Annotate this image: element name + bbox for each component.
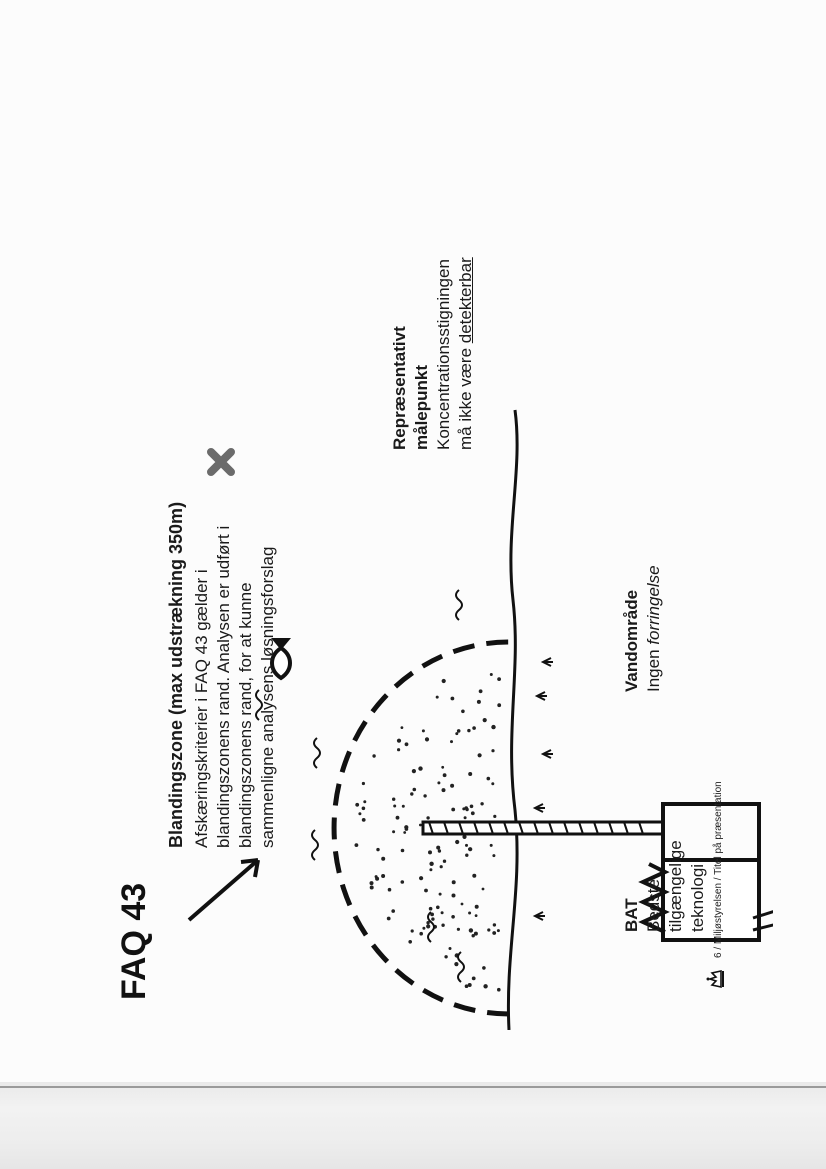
mixing-zone-dot — [403, 831, 406, 834]
mixing-zone-dot — [370, 886, 374, 890]
mixing-zone-dot — [436, 696, 439, 699]
mixing-zone-dot — [436, 906, 440, 910]
water-body-text-italic: forringelse — [644, 565, 663, 645]
mixing-zone-dot — [436, 846, 440, 850]
mixing-zone-dot — [363, 800, 366, 803]
mixing-zone-dot — [493, 923, 496, 926]
mixing-zone-dot — [452, 894, 456, 898]
mixing-zone-dot — [490, 844, 493, 847]
mixing-zone-dot — [419, 932, 423, 936]
mixing-zone-dot — [452, 880, 456, 884]
mixing-zone-dot — [482, 888, 485, 891]
mixing-zone-dot — [471, 811, 475, 815]
mixing-zone-dot — [413, 788, 417, 792]
mixing-zone-dot — [468, 848, 471, 851]
mixing-zone-dot — [412, 769, 416, 773]
mixing-zone-dot — [428, 850, 432, 854]
mixing-zone-dot — [465, 854, 468, 857]
mixing-zone-dot — [372, 754, 375, 757]
bat-text-line-2: tilgængelige — [666, 840, 685, 932]
mixing-zone-dot — [402, 805, 405, 808]
mixing-zone-text-line-3: blandingszonens rand, for at kunne — [236, 582, 255, 848]
mixing-zone-dot — [437, 781, 440, 784]
mixing-zone-dot — [355, 803, 359, 807]
mixing-zone-text-line-4: sammenligne analysens løsningsforslag — [258, 546, 277, 848]
mixing-zone-dot — [441, 766, 444, 769]
mixing-zone-dot — [392, 830, 395, 833]
mixing-zone-dot — [387, 917, 391, 921]
mixing-zone-dot — [497, 677, 501, 681]
mixing-zone-dot — [464, 816, 467, 819]
mixing-zone-dot — [491, 782, 494, 785]
land-grass-tufts — [535, 658, 553, 920]
mixing-zone-dot — [396, 816, 400, 820]
mixing-zone-dot — [401, 880, 405, 884]
mixing-zone-dot — [487, 777, 491, 781]
mixing-zone-dot — [419, 876, 423, 880]
mixing-zone-dot — [362, 818, 366, 822]
mixing-zone-dot — [370, 881, 374, 885]
measuring-point-text-2 — [455, 257, 477, 450]
mixing-zone-dot — [472, 977, 476, 981]
mixing-zone-dot — [405, 742, 409, 746]
mixing-zone-dot — [362, 782, 365, 785]
mixing-zone-dot — [497, 703, 501, 707]
slide-title: FAQ 43 — [115, 882, 153, 1000]
mixing-zone-dot — [429, 862, 433, 866]
mixing-zone-dot — [491, 749, 494, 752]
scan-artifact-line — [0, 1086, 826, 1088]
mixing-zone-dot — [492, 931, 496, 935]
mixing-zone-dot — [381, 857, 385, 861]
mixing-zone-dot — [375, 877, 379, 881]
mixing-zone-dot — [410, 792, 413, 795]
mixing-zone-dot — [419, 824, 422, 827]
crown-logo-icon — [705, 968, 727, 990]
mixing-zone-dot — [464, 806, 468, 810]
mixing-zone-dot — [442, 788, 446, 792]
mixing-zone-dot — [492, 854, 495, 857]
mixing-zone-dot — [405, 827, 409, 831]
mixing-zone-dot — [443, 773, 447, 777]
mixing-zone-dot — [455, 840, 459, 844]
mixing-zone-dot — [487, 928, 490, 931]
mixing-zone-dot — [461, 903, 464, 906]
mixing-zone-dot — [457, 928, 460, 931]
water-body-heading: Vandområde — [622, 589, 641, 692]
mixing-zone-dot — [468, 983, 472, 987]
mixing-zone-dot — [401, 849, 405, 853]
mixing-zone-dot — [423, 794, 426, 797]
mixing-zone-dot — [490, 673, 493, 676]
mixing-zone-dot — [468, 912, 471, 915]
mixing-zone-dot — [497, 929, 500, 932]
shoreline — [508, 410, 517, 1030]
mixing-zone-dot — [444, 955, 447, 958]
mixing-zone-dot — [429, 907, 433, 911]
mixing-zone-dot — [440, 865, 443, 868]
mixing-zone-dot — [392, 798, 395, 801]
mixing-zone-dot — [475, 914, 478, 917]
measuring-point-text-1: Koncentrationsstigningen — [434, 259, 453, 450]
mixing-zone-dot — [478, 753, 482, 757]
mixing-zone-dot — [355, 843, 359, 847]
mixing-zone-dot — [431, 917, 434, 920]
mixing-zone-dot — [442, 679, 446, 683]
mixing-zone-dot — [457, 729, 461, 733]
mixing-zone-dot — [477, 700, 481, 704]
mixing-zone-dot — [454, 962, 458, 966]
mixing-zone-dot — [497, 988, 501, 992]
mixing-zone-dot — [470, 805, 474, 809]
mixing-zone-dot — [450, 740, 453, 743]
measuring-point-text-2-plain: må ikke være — [456, 343, 475, 450]
mixing-zone-dot — [480, 802, 483, 805]
mixing-zone-dot — [362, 807, 366, 811]
mixing-zone-dot — [397, 748, 400, 751]
mixing-zone-dot — [491, 725, 495, 729]
mixing-zone-dot — [483, 984, 487, 988]
arrow-to-mixing-zone — [189, 860, 258, 920]
mixing-zone-dot — [391, 909, 395, 913]
mixing-zone-dot — [474, 932, 478, 936]
mixing-zone-dot — [461, 710, 465, 714]
mixing-zone-dot — [465, 844, 468, 847]
mixing-zone-dot — [483, 718, 487, 722]
scan-artifact-band — [0, 1082, 826, 1169]
mixing-zone-dot — [401, 726, 404, 729]
mixing-zone-dot — [376, 848, 379, 851]
mixing-zone-dot — [443, 860, 446, 863]
mixing-zone-dot — [411, 929, 414, 932]
mixing-zone-dot — [455, 732, 458, 735]
mixing-zone-dot — [381, 874, 385, 878]
mixing-zone-dot — [426, 924, 430, 928]
mixing-zone-dot — [449, 947, 452, 950]
mixing-zone-text-line-1: Afskæringskriterier i FAQ 43 gælder i — [192, 569, 211, 848]
bat-text-line-1: Bedste — [644, 879, 663, 932]
mixing-zone-dot — [439, 893, 442, 896]
mixing-zone-dot — [393, 805, 396, 808]
rotated-slide — [53, 30, 773, 1030]
mixing-zone-dot — [472, 726, 476, 730]
mixing-zone-dot — [493, 815, 496, 818]
mixing-zone-dot — [429, 868, 432, 871]
mixing-zone-dot — [450, 784, 454, 788]
mixing-zone-dot — [397, 739, 401, 743]
measuring-point-heading-2: målepunkt — [412, 364, 431, 450]
mixing-zone-dot — [468, 772, 472, 776]
mixing-zone-dot — [441, 924, 444, 927]
mixing-zone-dot — [472, 874, 476, 878]
mixing-zone-dot — [451, 915, 455, 919]
mixing-zone-dot — [426, 816, 429, 819]
mixing-zone-dot — [469, 928, 473, 932]
mixing-zone-dot — [482, 966, 486, 970]
mixing-zone-dot — [475, 905, 479, 909]
mixing-zone-dot — [358, 812, 361, 815]
mixing-zone-dot — [479, 689, 483, 693]
measuring-point-heading-1: Repræsentativt — [390, 326, 409, 450]
mixing-zone-dot — [424, 889, 428, 893]
mixing-zone-dot — [422, 927, 425, 930]
mixing-zone-dot — [425, 737, 429, 741]
mixing-zone-dot — [422, 729, 425, 732]
bat-heading: BAT — [622, 898, 641, 932]
mixing-zone-heading: Blandingszone (max udstrækning 350m) — [166, 501, 186, 848]
mixing-zone-dot — [418, 766, 422, 770]
slide-footer: 6 / Miljøstyrelsen / Titel på præsentation — [713, 781, 724, 958]
mixing-zone-dot — [408, 940, 412, 944]
water-body-text-plain: Ingen — [644, 644, 663, 692]
mixing-zone-dot — [441, 911, 444, 914]
mixing-zone-text-line-2: blandingszonens rand. Analysen er udført i — [214, 525, 233, 848]
bat-text-line-3: teknologi — [688, 863, 707, 932]
x-cross-icon — [211, 452, 231, 472]
water-body-text — [643, 565, 665, 692]
measuring-point-text-2-underlined: detekterbar — [456, 257, 475, 344]
mixing-zone-dot — [467, 729, 470, 732]
mixing-zone-dot — [451, 697, 455, 701]
mixing-zone-dot — [438, 849, 441, 852]
mixing-zone-dot — [388, 888, 392, 892]
mixing-zone-dot — [451, 808, 455, 812]
